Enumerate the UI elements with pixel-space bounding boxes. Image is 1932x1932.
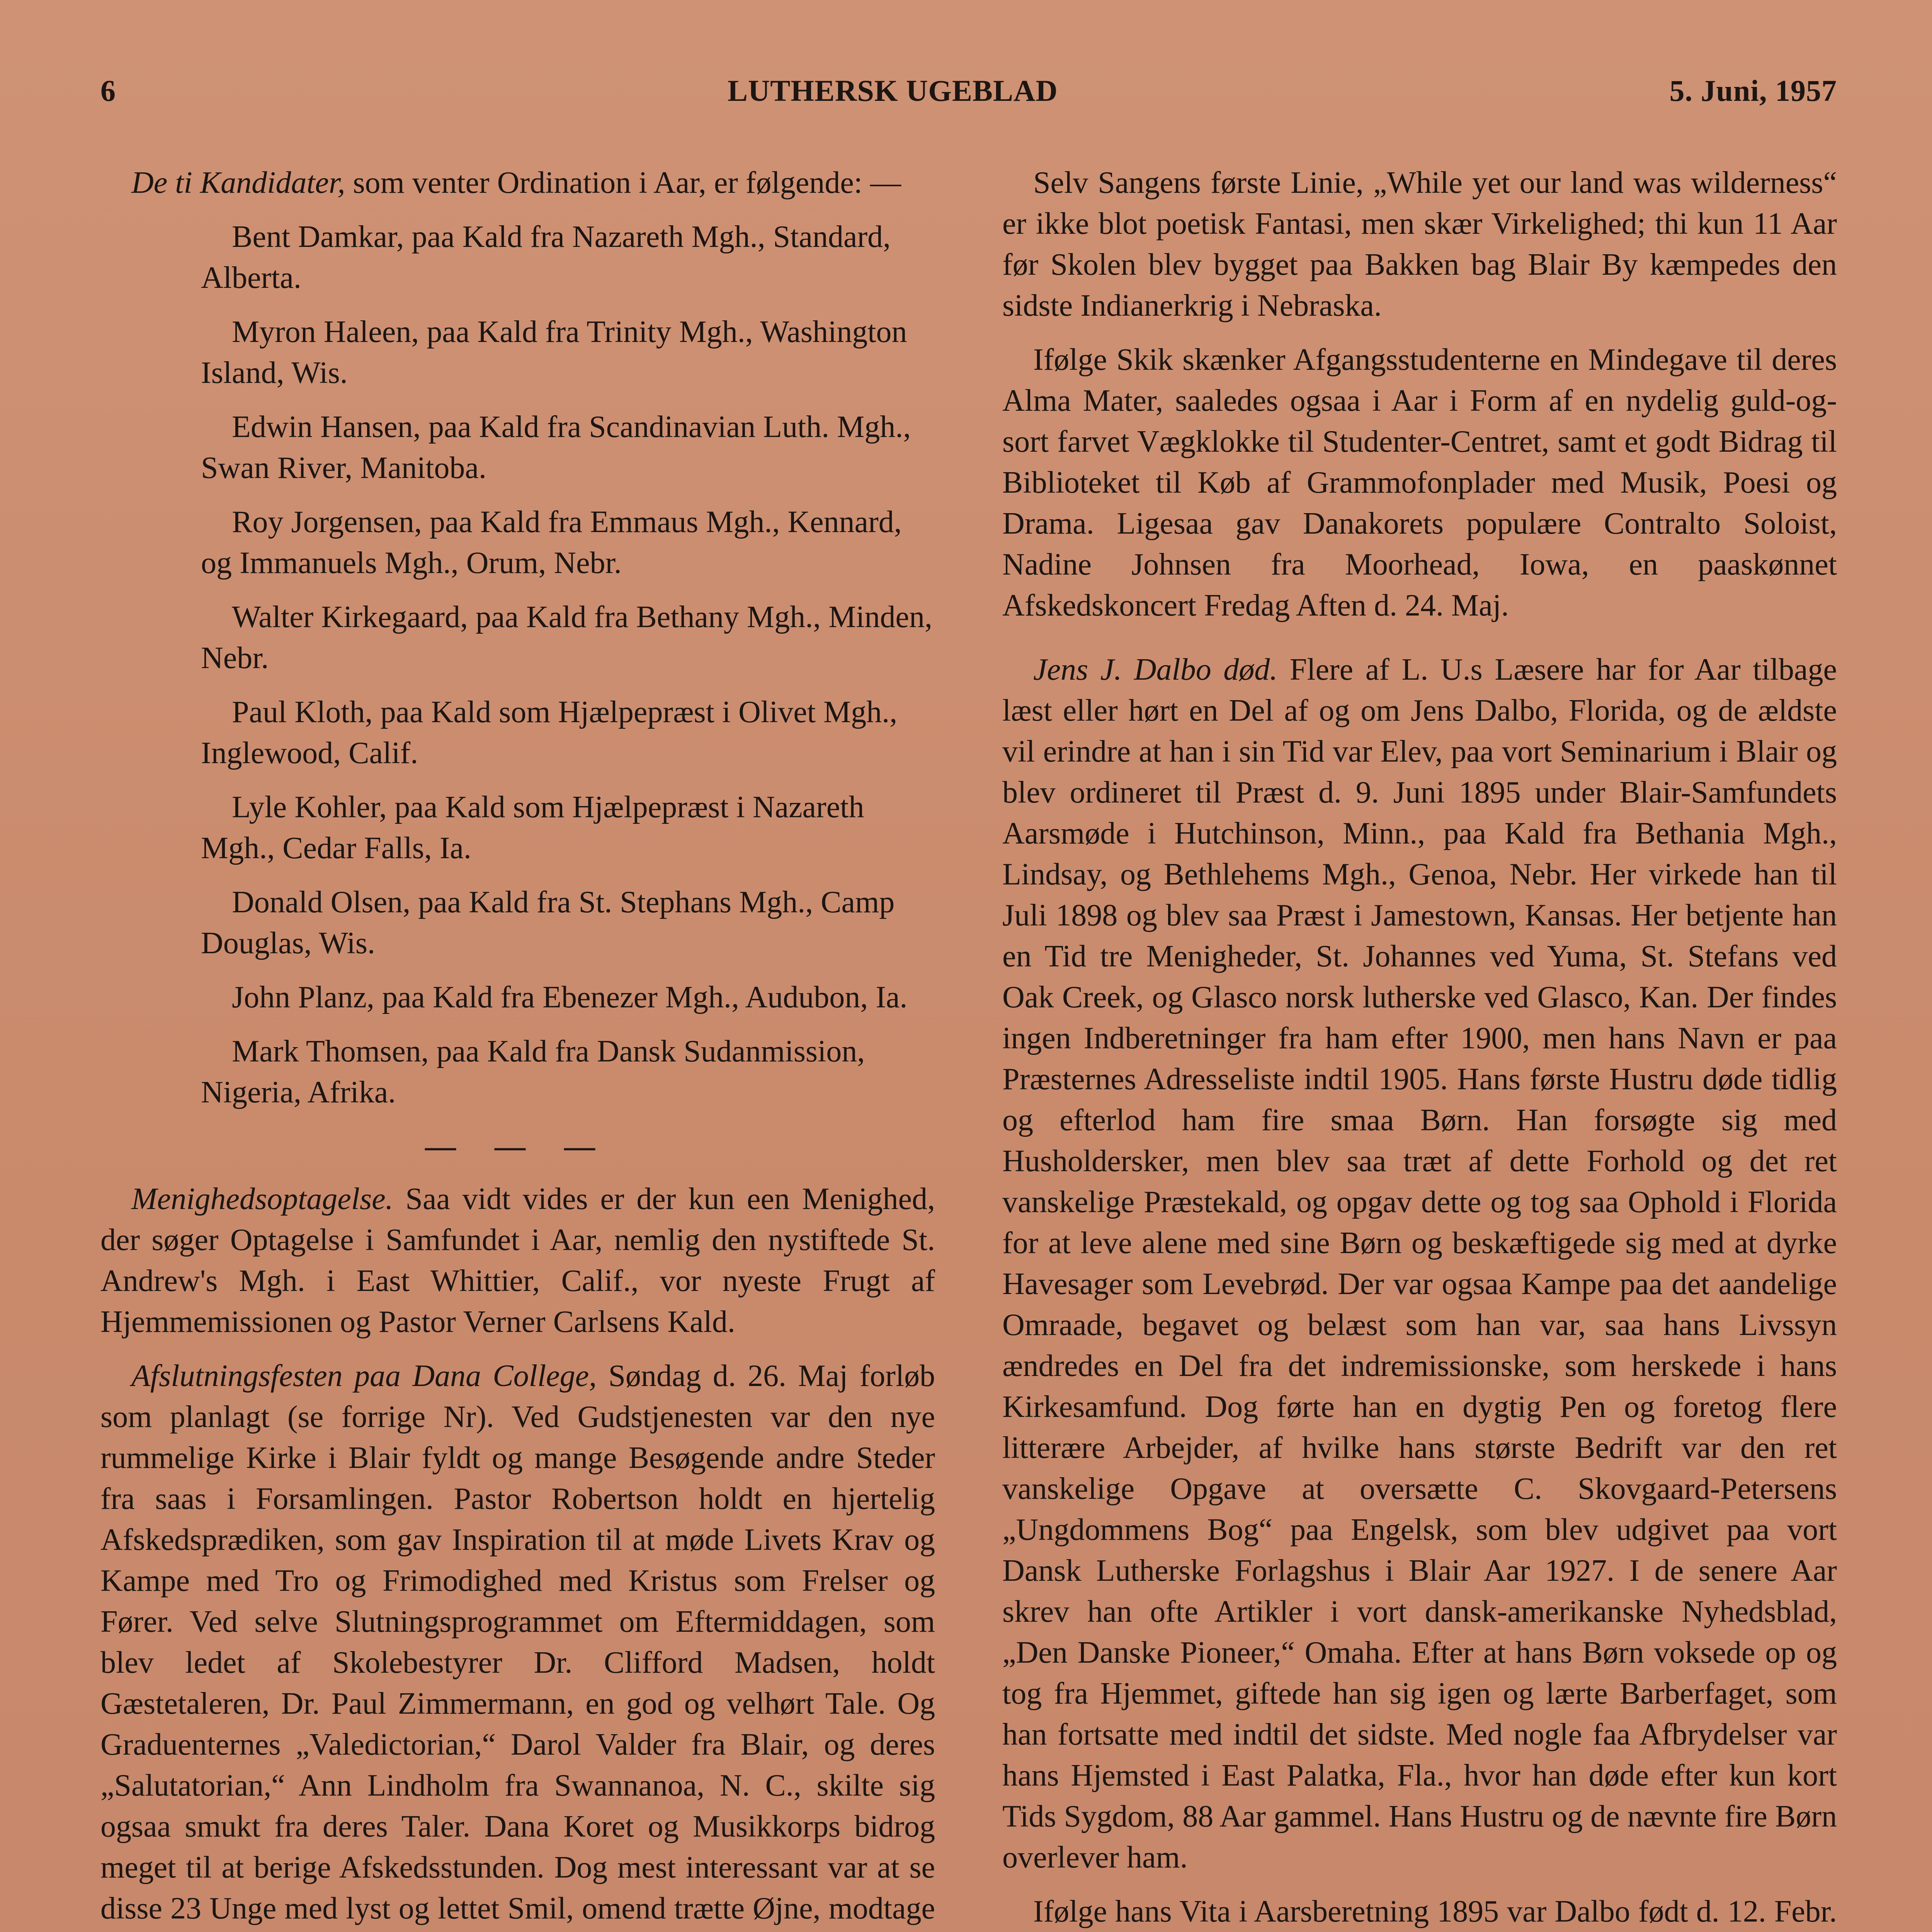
candidate-item: Roy Jorgensen, paa Kald fra Emmaus Mgh., Kennard, og Immanuels Mgh., Orum, Nebr. [201, 505, 902, 580]
candidate-item: Myron Haleen, paa Kald fra Trinity Mgh., Washington Island, Wis. [201, 315, 907, 390]
candidate-list [100, 216, 935, 1113]
article-text: Søndag d. 26. Maj forløb som planlagt (se forrige Nr). Ved Gudstjenesten var den nye rummelige Kirke i Blair fyldt og mange Besøgende andre Steder fra saas i Forsamlingen. Pastor Robertson holdt en hjertelig Afskedsprædiken, som gav Inspiration til at møde Livets Krav og Kampe med Tro og Frimodighed med Kristus som Frelser og Fører. Ved selve Slutningsprogrammet om Eftermiddagen, som blev ledet af Skolebestyrer Dr. Clifford Madsen, holdt Gæstetaleren, Dr. Paul Zimmermann, en god og velhørt Tale. Og Graduenternes „Valedictorian,“ Darol Valder fra Blair, og deres „Salutatorian,“ Ann Lindholm fra Swannanoa, N. C., skilte sig ogsaa smukt fra deres Taler. Dana Koret og Musikkorps bidrog meget til at berige Afskedsstunden. Dog mest interessant var at se disse 23 Unge med lyst og lettet Smil, omend trætte Øjne, modtage [100, 1359, 935, 1925]
right-column [1002, 162, 1837, 1932]
article-mindegave: Ifølge Skik skænker Afgangsstudenterne en Mindegave til deres Alma Mater, saaledes ogsaa i Aar i Form af en nydelig guld-og-sort farvet Vægklokke til Studenter-Centret, samt et godt Bidrag til Biblioteket til Køb af Grammofonplader med Musik, Poesi og Drama. Ligesaa gav Danakorets populære Contralto Soloist, Nadine Johnsen fra Moorhead, Iowa, en paaskønnet Afskedskoncert Fredag Aften d. 24. Maj. [1002, 343, 1837, 622]
candidates-intro-text: som venter Ordination i Aar, er følgende: — [345, 166, 901, 200]
running-head [100, 73, 1837, 116]
candidates-lead: De ti Kandidater, [131, 166, 345, 200]
candidate-item: Donald Olsen, paa Kald fra St. Stephans Mgh., Camp Douglas, Wis. [201, 885, 895, 960]
candidate-item: Bent Damkar, paa Kald fra Nazareth Mgh., Standard, Alberta. [201, 220, 891, 295]
publication-title: LUTHERSK UGEBLAD [727, 74, 1058, 107]
article-lead: Menighedsoptagelse. [131, 1182, 393, 1216]
article-text: Saa vidt vides er der kun een Menighed, der søger Optagelse i Samfundet i Aar, nemlig den nystiftede St. Andrew's Mgh. i East Whittier, Calif., vor nyeste Frugt af Hjemmemissionen og Pastor Verner Carlsens Kald. [100, 1182, 935, 1339]
candidate-item: Mark Thomsen, paa Kald fra Dansk Sudanmission, Nigeria, Afrika. [201, 1034, 865, 1109]
issue-date: 5. Juni, 1957 [1669, 74, 1837, 107]
article-lead: Afslutningsfesten paa Dana College, [131, 1359, 597, 1393]
section-divider: — — — [425, 1129, 611, 1163]
candidate-item: Lyle Kohler, paa Kald som Hjælpepræst i Nazareth Mgh., Cedar Falls, Ia. [201, 790, 864, 865]
article-text: Flere af L. U.s Læsere har for Aar tilbage læst eller hørt en Del af og om Jens Dalbo, Florida, og de ældste vil erindre at han i sin Tid var Elev, paa vort Seminarium i Blair og blev ordineret til Præst d. 9. Juni 1895 under Blair-Samfundets Aarsmøde i Hutchinson, Minn., paa Kald fra Bethania Mgh., Lindsay, og Bethlehems Mgh., Genoa, Nebr. Her virkede han til Juli 1898 og blev saa Præst i Jamestown, Kansas. Her betjente han en Tid tre Menigheder, St. Johannes ved Yuma, St. Stefans ved Oak Creek, og Glasco norsk lutherske ved Glasco, Kan. Der findes ingen Indberetninger fra ham efter 1900, men hans Navn er paa Præsternes Adresseliste indtil 1905. Hans første Hustru døde tidlig og efterlod ham fire smaa Børn. Han forsøgte sig med Husholdersker, men blev saa træt af dette Forhold og det ret vanskelige Præstekald, og opgav dette og tog saa Ophold i Florida for at leve alene med sine Børn og beskæftigede sig med at dyrke Havesager som Levebrød. Der var ogsaa Kampe paa det aandelige Omraade, begavet og belæst som han var, saa hans Livssyn ændredes en Del fra det indremissionske, som herskede i hans Kirkesamfund. Dog førte han en dygtig Pen og foretog flere litterære Arbejder, af hvilke hans største Bedrift var den ret vanskelige Opgave at oversætte C. Skovgaard-Petersens „Ungdommens Bog“ paa Engelsk, som blev udgivet paa vort Dansk Lutherske Forlagshus i Blair Aar 1927. I de senere Aar skrev han ofte Artikler i vort dansk-amerikanske Nyhedsblad, „Den Danske Pioneer,“ Omaha. Efter at hans Børn voksede op og tog fra Hjemmet, giftede han sig igen og lærte Barberfaget, som han fortsatte med indtil det sidste. Med nogle faa Afbrydelser var hans Hjemsted i East Palatka, Fla., hvor han døde efter kun kort Tids Sygdom, 88 Aar gammel. Hans Hustru og de nævnte fire Børn overlever ham. [1002, 653, 1837, 1874]
article-dalbo-vita: Ifølge hans Vita i Aarsberetning 1895 var Dalbo født d. 12. Febr. [1033, 1895, 1837, 1929]
article-menighedsoptagelse [100, 1179, 935, 1342]
candidate-item: Paul Kloth, paa Kald som Hjælpepræst i Olivet Mgh., Inglewood, Calif. [201, 695, 898, 770]
candidates-intro [100, 162, 935, 203]
article-lead: Jens J. Dalbo død. [1033, 653, 1278, 687]
columns [100, 162, 1837, 1932]
candidate-item: John Planz, paa Kald fra Ebenezer Mgh., Audubon, Ia. [232, 980, 908, 1014]
article-dalbo-obituary [1002, 649, 1837, 1878]
candidate-item: Edwin Hansen, paa Kald fra Scandinavian Luth. Mgh., Swan River, Manitoba. [201, 410, 911, 485]
page-number: 6 [100, 74, 116, 107]
article-sangens-linie: Selv Sangens første Linie, „While yet our land was wilderness“ er ikke blot poetisk Fantasi, men skær Virkelighed; thi kun 11 Aar før Skolen blev bygget paa Bakken bag Blair By kæmpedes den sidste Indianerkrig i Nebraska. [1002, 166, 1837, 323]
candidate-item: Walter Kirkegaard, paa Kald fra Bethany Mgh., Minden, Nebr. [201, 600, 932, 675]
left-column [100, 162, 935, 1932]
article-afslutningsfesten [100, 1355, 935, 1932]
